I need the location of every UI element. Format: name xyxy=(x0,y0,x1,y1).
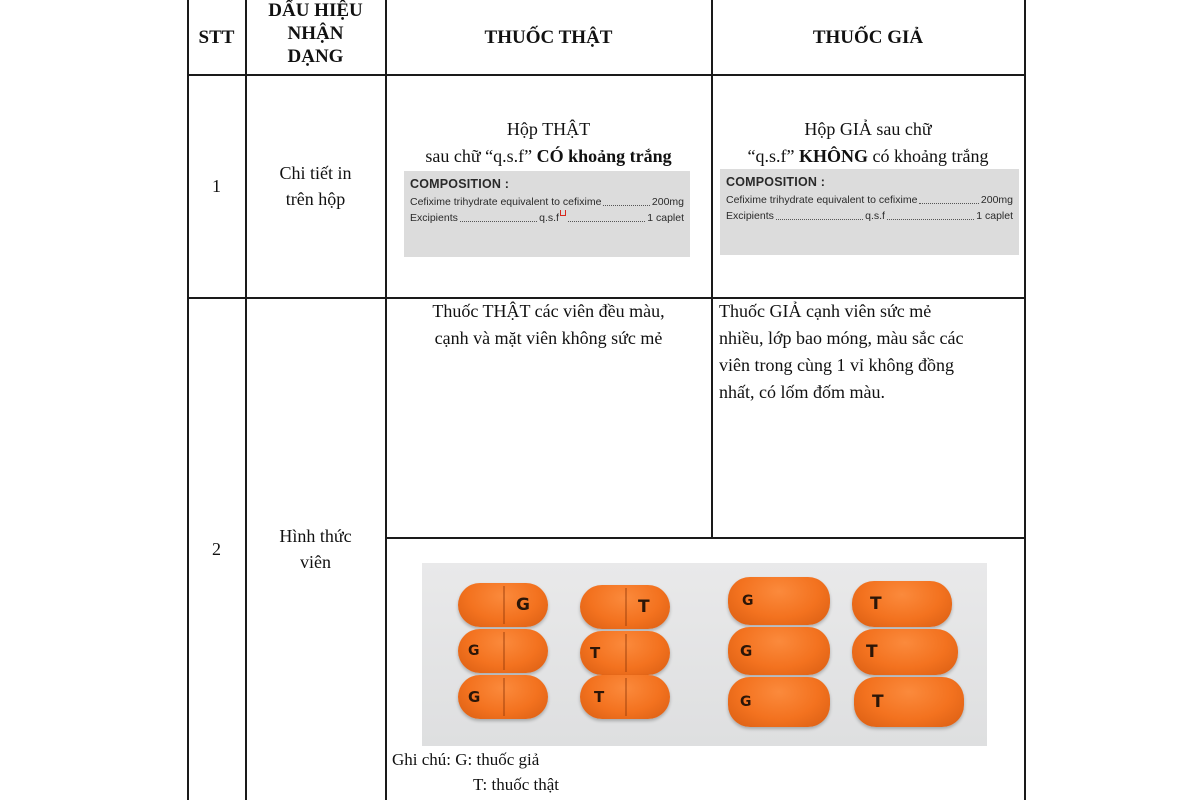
pill-fake: G xyxy=(728,627,830,675)
pill-fake: G xyxy=(458,583,548,627)
row1-fake-text: Hộp GIẢ sau chữ “q.s.f” KHÔNG có khoảng trắng xyxy=(747,119,989,166)
pill-fake: G xyxy=(458,629,548,673)
header-real: THUỐC THẬT xyxy=(484,26,613,48)
space-highlight-mark xyxy=(560,210,566,216)
header-stt: STT xyxy=(198,26,235,48)
row2-sign: Hình thức viên xyxy=(279,526,352,572)
grid-line xyxy=(1024,0,1026,800)
pill-real: T xyxy=(580,585,670,629)
pill-real: T xyxy=(580,631,670,675)
header-fake: THUỐC GIẢ xyxy=(812,26,924,48)
row2-stt: 2 xyxy=(212,539,221,559)
row2-fake-text: Thuốc GIẢ cạnh viên sức mẻ nhiều, lớp bao móng, màu sắc các viên trong cùng 1 vỉ không đồng nhất, có lốm đốm màu. xyxy=(719,301,964,402)
pill-fake: G xyxy=(728,677,830,727)
grid-line xyxy=(385,537,1025,539)
pill-real: T xyxy=(580,675,670,719)
pill-real: T xyxy=(852,629,958,675)
pill-comparison-photo xyxy=(422,563,987,746)
grid-line xyxy=(711,0,713,538)
row2-real-text: Thuốc THẬT các viên đều màu, cạnh và mặt viên không sức mẻ xyxy=(432,301,665,348)
legend-note: Ghi chú: G: thuốc giả T: thuốc thật xyxy=(392,750,560,794)
row1-real-text: Hộp THẬT sau chữ “q.s.f” CÓ khoảng trắng xyxy=(425,119,672,166)
header-sign: DẤU HIỆU NHẬN DẠNG xyxy=(268,0,363,67)
pill-fake: G xyxy=(458,675,548,719)
pill-real: T xyxy=(854,677,964,727)
row1-stt: 1 xyxy=(212,176,221,196)
row1-sign: Chi tiết in trên hộp xyxy=(279,163,352,209)
composition-label-fake: COMPOSITION : Cefixime trihydrate equivalent to cefixime 200mg Excipients q.s.f 1 caplet xyxy=(720,169,1019,255)
pill-fake: G xyxy=(728,577,830,625)
composition-label-real: COMPOSITION : Cefixime trihydrate equivalent to cefixime 200mg Excipients q.s.f 1 caplet xyxy=(404,171,690,257)
pill-real: T xyxy=(852,581,952,627)
